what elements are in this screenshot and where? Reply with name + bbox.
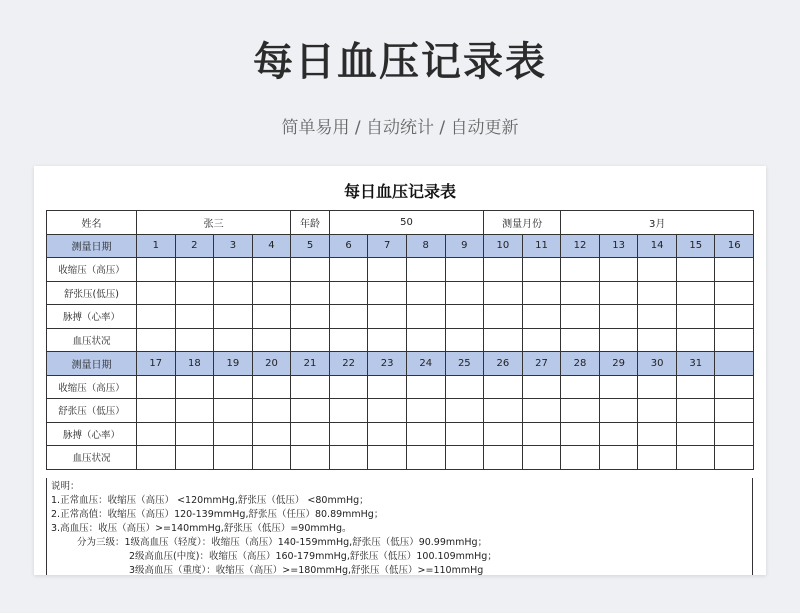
input-cell[interactable] xyxy=(561,375,600,399)
input-cell[interactable] xyxy=(561,328,600,352)
input-cell[interactable] xyxy=(291,446,330,470)
input-cell[interactable] xyxy=(522,446,561,470)
measure-label: 收缩压（高压） xyxy=(47,258,137,282)
input-cell[interactable] xyxy=(638,422,677,446)
day-cell: 20 xyxy=(252,352,291,376)
input-cell[interactable] xyxy=(252,422,291,446)
input-cell[interactable] xyxy=(175,375,214,399)
input-cell[interactable] xyxy=(214,281,253,305)
day-cell xyxy=(715,352,754,376)
day-cell: 14 xyxy=(638,234,677,258)
input-cell[interactable] xyxy=(561,305,600,329)
day-cell: 23 xyxy=(368,352,407,376)
input-cell[interactable] xyxy=(214,375,253,399)
sheet-title: 每日血压记录表 xyxy=(343,182,456,201)
day-cell: 18 xyxy=(175,352,214,376)
day-cell: 12 xyxy=(561,234,600,258)
input-cell[interactable] xyxy=(715,328,754,352)
input-cell[interactable] xyxy=(599,281,638,305)
measure-row xyxy=(47,281,754,305)
measure-row xyxy=(47,305,754,329)
input-cell[interactable] xyxy=(715,281,754,305)
input-cell[interactable] xyxy=(561,281,600,305)
input-cell[interactable] xyxy=(522,422,561,446)
input-cell[interactable] xyxy=(291,328,330,352)
input-cell[interactable] xyxy=(368,281,407,305)
input-cell[interactable] xyxy=(137,446,176,470)
date-row xyxy=(47,352,754,376)
input-cell[interactable] xyxy=(676,281,715,305)
measure-row xyxy=(47,399,754,423)
input-cell[interactable] xyxy=(368,399,407,423)
day-cell: 17 xyxy=(137,352,176,376)
date-label: 测量日期 xyxy=(47,234,137,258)
input-cell[interactable] xyxy=(599,305,638,329)
input-cell[interactable] xyxy=(329,446,368,470)
input-cell[interactable] xyxy=(175,446,214,470)
input-cell[interactable] xyxy=(137,281,176,305)
input-cell[interactable] xyxy=(252,281,291,305)
day-cell: 4 xyxy=(252,234,291,258)
input-cell[interactable] xyxy=(522,328,561,352)
input-cell[interactable] xyxy=(561,258,600,282)
input-cell[interactable] xyxy=(484,328,523,352)
input-cell[interactable] xyxy=(329,399,368,423)
input-cell[interactable] xyxy=(291,399,330,423)
note-line: 2.正常高值：收缩压（高压）120-139mmHg,舒张压（任压）80.89mmHg； xyxy=(51,509,384,520)
input-cell[interactable] xyxy=(252,258,291,282)
input-cell[interactable] xyxy=(522,399,561,423)
day-cell: 25 xyxy=(445,352,484,376)
day-cell: 6 xyxy=(329,234,368,258)
input-cell[interactable] xyxy=(214,399,253,423)
month-value[interactable]: 3月 xyxy=(561,211,754,235)
input-cell[interactable] xyxy=(406,375,445,399)
input-cell[interactable] xyxy=(676,446,715,470)
input-cell[interactable] xyxy=(329,422,368,446)
input-cell[interactable] xyxy=(715,375,754,399)
input-cell[interactable] xyxy=(291,258,330,282)
measure-label: 脉搏（心率） xyxy=(47,305,137,329)
measure-label: 收缩压（高压） xyxy=(47,375,137,399)
date-label: 测量日期 xyxy=(47,352,137,376)
input-cell[interactable] xyxy=(137,328,176,352)
input-cell[interactable] xyxy=(406,422,445,446)
name-value[interactable]: 张三 xyxy=(137,211,291,235)
input-cell[interactable] xyxy=(175,281,214,305)
measure-row xyxy=(47,328,754,352)
input-cell[interactable] xyxy=(715,258,754,282)
date-row xyxy=(47,234,754,258)
input-cell[interactable] xyxy=(561,422,600,446)
measure-row xyxy=(47,258,754,282)
input-cell[interactable] xyxy=(137,422,176,446)
input-cell[interactable] xyxy=(484,258,523,282)
input-cell[interactable] xyxy=(522,281,561,305)
month-label: 测量月份 xyxy=(484,211,561,235)
day-cell: 5 xyxy=(291,234,330,258)
input-cell[interactable] xyxy=(137,399,176,423)
input-cell[interactable] xyxy=(291,305,330,329)
input-cell[interactable] xyxy=(484,399,523,423)
input-cell[interactable] xyxy=(406,305,445,329)
input-cell[interactable] xyxy=(214,328,253,352)
input-cell[interactable] xyxy=(406,281,445,305)
day-cell: 31 xyxy=(676,352,715,376)
input-cell[interactable] xyxy=(214,305,253,329)
input-cell[interactable] xyxy=(445,399,484,423)
input-cell[interactable] xyxy=(599,328,638,352)
input-cell[interactable] xyxy=(638,258,677,282)
day-cell: 24 xyxy=(406,352,445,376)
input-cell[interactable] xyxy=(252,305,291,329)
input-cell[interactable] xyxy=(291,281,330,305)
input-cell[interactable] xyxy=(561,446,600,470)
input-cell[interactable] xyxy=(252,446,291,470)
measure-label: 舒张压（低压） xyxy=(47,399,137,423)
input-cell[interactable] xyxy=(368,328,407,352)
measure-label: 脉搏（心率） xyxy=(47,422,137,446)
input-cell[interactable] xyxy=(484,446,523,470)
day-cell: 2 xyxy=(175,234,214,258)
input-cell[interactable] xyxy=(676,375,715,399)
header-row xyxy=(47,211,754,235)
input-cell[interactable] xyxy=(291,422,330,446)
age-value[interactable]: 50 xyxy=(329,211,483,235)
input-cell[interactable] xyxy=(368,258,407,282)
note-line: 1.正常血压：收缩压（高压） <120mmHg,舒张压（低压） <80mmHg； xyxy=(51,495,369,506)
day-cell: 27 xyxy=(522,352,561,376)
input-cell[interactable] xyxy=(214,258,253,282)
day-cell: 11 xyxy=(522,234,561,258)
input-cell[interactable] xyxy=(406,399,445,423)
input-cell[interactable] xyxy=(445,258,484,282)
input-cell[interactable] xyxy=(175,399,214,423)
day-cell: 28 xyxy=(561,352,600,376)
input-cell[interactable] xyxy=(329,281,368,305)
input-cell[interactable] xyxy=(676,305,715,329)
input-cell[interactable] xyxy=(329,328,368,352)
input-cell[interactable] xyxy=(406,328,445,352)
input-cell[interactable] xyxy=(252,328,291,352)
measure-label: 血压状况 xyxy=(47,446,137,470)
input-cell[interactable] xyxy=(561,399,600,423)
day-cell: 16 xyxy=(715,234,754,258)
input-cell[interactable] xyxy=(368,422,407,446)
input-cell[interactable] xyxy=(329,375,368,399)
input-cell[interactable] xyxy=(214,446,253,470)
input-cell[interactable] xyxy=(368,446,407,470)
input-cell[interactable] xyxy=(676,258,715,282)
promo-subtitle: 简单易用 / 自动统计 / 自动更新 xyxy=(281,118,519,138)
input-cell[interactable] xyxy=(715,446,754,470)
input-cell[interactable] xyxy=(638,281,677,305)
input-cell[interactable] xyxy=(522,375,561,399)
note-class-line: 3级高血压（重度）：收缩压（高压）>=180mmHg,舒张压（低压）>=110mmHg xyxy=(129,565,484,575)
input-cell[interactable] xyxy=(252,375,291,399)
input-cell[interactable] xyxy=(676,328,715,352)
input-cell[interactable] xyxy=(599,422,638,446)
input-cell[interactable] xyxy=(445,328,484,352)
input-cell[interactable] xyxy=(175,258,214,282)
day-cell: 13 xyxy=(599,234,638,258)
input-cell[interactable] xyxy=(445,446,484,470)
input-cell[interactable] xyxy=(137,375,176,399)
input-cell[interactable] xyxy=(599,399,638,423)
input-cell[interactable] xyxy=(137,258,176,282)
input-cell[interactable] xyxy=(175,328,214,352)
day-cell: 7 xyxy=(368,234,407,258)
input-cell[interactable] xyxy=(715,422,754,446)
input-cell[interactable] xyxy=(522,305,561,329)
day-cell: 29 xyxy=(599,352,638,376)
input-cell[interactable] xyxy=(484,281,523,305)
input-cell[interactable] xyxy=(329,258,368,282)
input-cell[interactable] xyxy=(715,305,754,329)
day-cell: 10 xyxy=(484,234,523,258)
day-cell: 19 xyxy=(214,352,253,376)
input-cell[interactable] xyxy=(522,258,561,282)
notes-section xyxy=(46,478,753,575)
input-cell[interactable] xyxy=(445,422,484,446)
note-class-line: 2级高血压(中度)：收缩压（高压）160-179mmHg,舒张压（低压）100.109mmHg； xyxy=(129,551,497,562)
input-cell[interactable] xyxy=(137,305,176,329)
day-cell: 30 xyxy=(638,352,677,376)
input-cell[interactable] xyxy=(175,305,214,329)
input-cell[interactable] xyxy=(638,305,677,329)
input-cell[interactable] xyxy=(484,375,523,399)
promo-title: 每日血压记录表 xyxy=(253,39,547,85)
input-cell[interactable] xyxy=(445,375,484,399)
day-cell: 9 xyxy=(445,234,484,258)
input-cell[interactable] xyxy=(214,422,253,446)
input-cell[interactable] xyxy=(406,258,445,282)
measure-row xyxy=(47,446,754,470)
day-cell: 15 xyxy=(676,234,715,258)
note-class-line: 分为三级：1级高血压（轻度）：收缩压（高压）140-159mmHg,舒张压（低压）90.99mmHg； xyxy=(77,537,488,548)
day-cell: 1 xyxy=(137,234,176,258)
input-cell[interactable] xyxy=(445,281,484,305)
input-cell[interactable] xyxy=(175,422,214,446)
input-cell[interactable] xyxy=(484,422,523,446)
input-cell[interactable] xyxy=(599,446,638,470)
measure-label: 舒张压(低压) xyxy=(47,281,137,305)
note-line: 3.高血压：收压（高压）>=140mmHg,舒张压（低压）=90mmHg。 xyxy=(51,523,352,534)
input-cell[interactable] xyxy=(715,399,754,423)
name-label: 姓名 xyxy=(47,211,137,235)
input-cell[interactable] xyxy=(445,305,484,329)
input-cell[interactable] xyxy=(638,328,677,352)
input-cell[interactable] xyxy=(599,258,638,282)
measure-row xyxy=(47,422,754,446)
notes-heading: 说明： xyxy=(51,481,80,492)
input-cell[interactable] xyxy=(406,446,445,470)
input-cell[interactable] xyxy=(329,305,368,329)
input-cell[interactable] xyxy=(484,305,523,329)
spreadsheet-preview xyxy=(34,166,766,575)
input-cell[interactable] xyxy=(599,375,638,399)
measure-row xyxy=(47,375,754,399)
day-cell: 26 xyxy=(484,352,523,376)
input-cell[interactable] xyxy=(676,422,715,446)
input-cell[interactable] xyxy=(368,305,407,329)
day-cell: 21 xyxy=(291,352,330,376)
input-cell[interactable] xyxy=(291,375,330,399)
measure-label: 血压状况 xyxy=(47,328,137,352)
day-cell: 8 xyxy=(406,234,445,258)
input-cell[interactable] xyxy=(638,446,677,470)
day-cell: 22 xyxy=(329,352,368,376)
age-label: 年龄 xyxy=(291,211,330,235)
input-cell[interactable] xyxy=(252,399,291,423)
input-cell[interactable] xyxy=(638,375,677,399)
input-cell[interactable] xyxy=(676,399,715,423)
day-cell: 3 xyxy=(214,234,253,258)
input-cell[interactable] xyxy=(638,399,677,423)
input-cell[interactable] xyxy=(368,375,407,399)
blood-pressure-table xyxy=(46,210,754,470)
